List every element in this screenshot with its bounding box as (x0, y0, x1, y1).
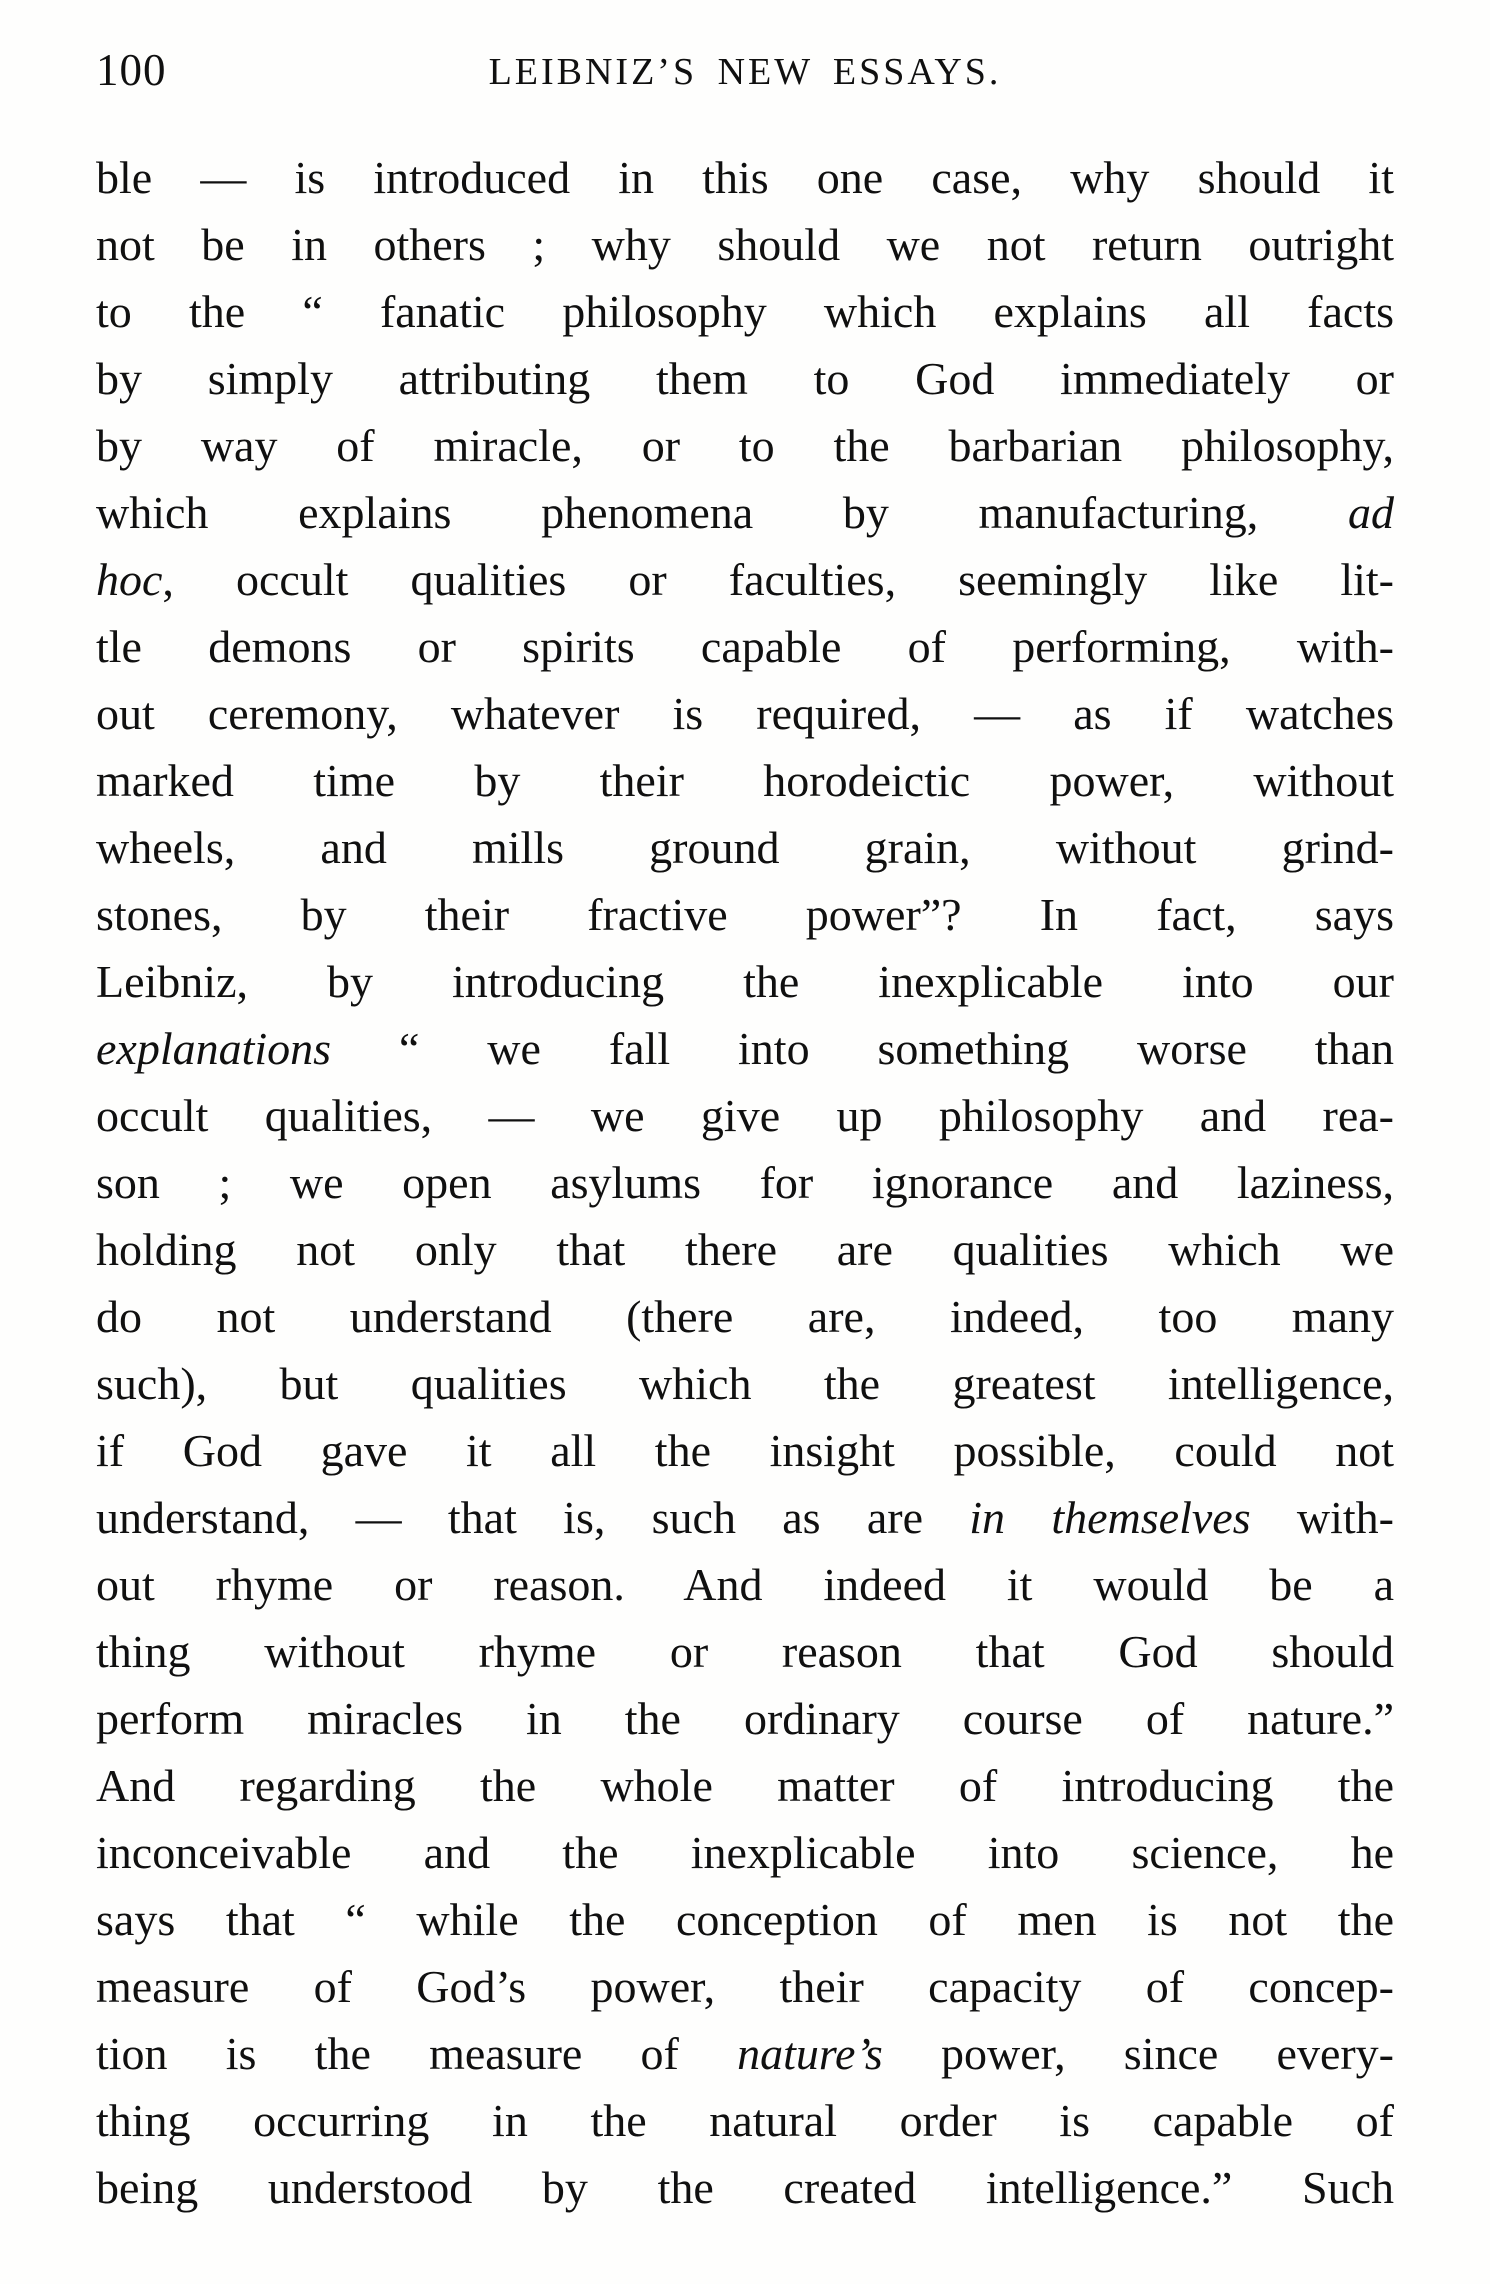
text-segment: marked time by their horodeictic power, without (96, 755, 1394, 806)
text-line (96, 747, 1394, 814)
text-segment: thing without rhyme or reason that God should (96, 1626, 1394, 1677)
text-line (96, 1350, 1394, 1417)
text-line (96, 1149, 1394, 1216)
text-segment: tion is the measure of (96, 2028, 738, 2079)
text-line (96, 1484, 1394, 1551)
page-number: 100 (96, 45, 167, 95)
text-line (96, 546, 1394, 613)
text-line (96, 278, 1394, 345)
text-segment: Leibniz, by introducing the inexplicable into our (96, 956, 1394, 1007)
text-segment: occult qualities, — we give up philosophy and rea- (96, 1090, 1394, 1141)
text-segment: thing occurring in the natural order is capable of (96, 2095, 1394, 2146)
text-line (96, 1819, 1394, 1886)
text-segment: by way of miracle, or to the barbarian philosophy, (96, 420, 1394, 471)
text-line (96, 1953, 1394, 2020)
text-segment: And regarding the whole matter of introducing the (96, 1760, 1394, 1811)
text-line (96, 1216, 1394, 1283)
text-segment: to the “ fanatic philosophy which explains all facts (96, 286, 1394, 337)
text-line (96, 948, 1394, 1015)
text-segment: not be in others ; why should we not return outright (96, 219, 1394, 270)
italic-text-segment: nature’s (737, 2028, 883, 2079)
text-segment: tle demons or spirits capable of performing, with- (96, 621, 1394, 672)
text-line (96, 1685, 1394, 1752)
text-segment: if God gave it all the insight possible, could not (96, 1425, 1394, 1476)
text-line (96, 1752, 1394, 1819)
text-line (96, 1015, 1394, 1082)
text-segment: inconceivable and the inexplicable into science, he (96, 1827, 1394, 1878)
text-line (96, 2020, 1394, 2087)
text-line (96, 211, 1394, 278)
body-text (96, 144, 1394, 2221)
text-line (96, 881, 1394, 948)
text-segment: with- (1250, 1492, 1394, 1543)
text-segment: perform miracles in the ordinary course of nature.” (96, 1693, 1394, 1744)
text-segment: out ceremony, whatever is required, — as if watches (96, 688, 1394, 739)
text-line (96, 680, 1394, 747)
text-segment: wheels, and mills ground grain, without grind- (96, 822, 1394, 873)
text-segment: do not understand (there are, indeed, too many (96, 1291, 1394, 1342)
text-segment: power, since every- (882, 2028, 1394, 2079)
text-line (96, 479, 1394, 546)
text-line (96, 613, 1394, 680)
text-line (96, 144, 1394, 211)
italic-text-segment: in themselves (969, 1492, 1251, 1543)
text-segment: out rhyme or reason. And indeed it would be a (96, 1559, 1394, 1610)
text-segment: , occult qualities or faculties, seemingly like lit- (162, 554, 1394, 605)
text-segment: such), but qualities which the greatest intelligence, (96, 1358, 1394, 1409)
italic-text-segment: explanations (96, 1023, 332, 1074)
text-line (96, 814, 1394, 881)
text-segment: holding not only that there are qualities which we (96, 1224, 1394, 1275)
text-segment: stones, by their fractive power”? In fact, says (96, 889, 1394, 940)
text-line (96, 1886, 1394, 1953)
text-segment: ble — is introduced in this one case, why should it (96, 152, 1394, 203)
text-line (96, 2154, 1394, 2221)
text-segment: by simply attributing them to God immediately or (96, 353, 1394, 404)
text-line (96, 1551, 1394, 1618)
text-line (96, 1417, 1394, 1484)
text-line (96, 345, 1394, 412)
text-line (96, 1082, 1394, 1149)
text-segment: understand, — that is, such as are (96, 1492, 970, 1543)
text-line (96, 2087, 1394, 2154)
text-line (96, 412, 1394, 479)
running-header: LEIBNIZ’S NEW ESSAYS. (488, 51, 1002, 93)
italic-text-segment: ad (1348, 487, 1394, 538)
text-line (96, 1618, 1394, 1685)
text-segment: measure of God’s power, their capacity of concep- (96, 1961, 1394, 2012)
italic-text-segment: hoc (96, 554, 163, 605)
text-segment: being understood by the created intelligence.” Such (96, 2162, 1394, 2213)
text-segment: which explains phenomena by manufacturing, (96, 487, 1348, 538)
text-segment: says that “ while the conception of men is not the (96, 1894, 1394, 1945)
text-line (96, 1283, 1394, 1350)
page-header (96, 46, 1394, 108)
text-segment: son ; we open asylums for ignorance and laziness, (96, 1157, 1394, 1208)
text-segment: “ we fall into something worse than (331, 1023, 1394, 1074)
